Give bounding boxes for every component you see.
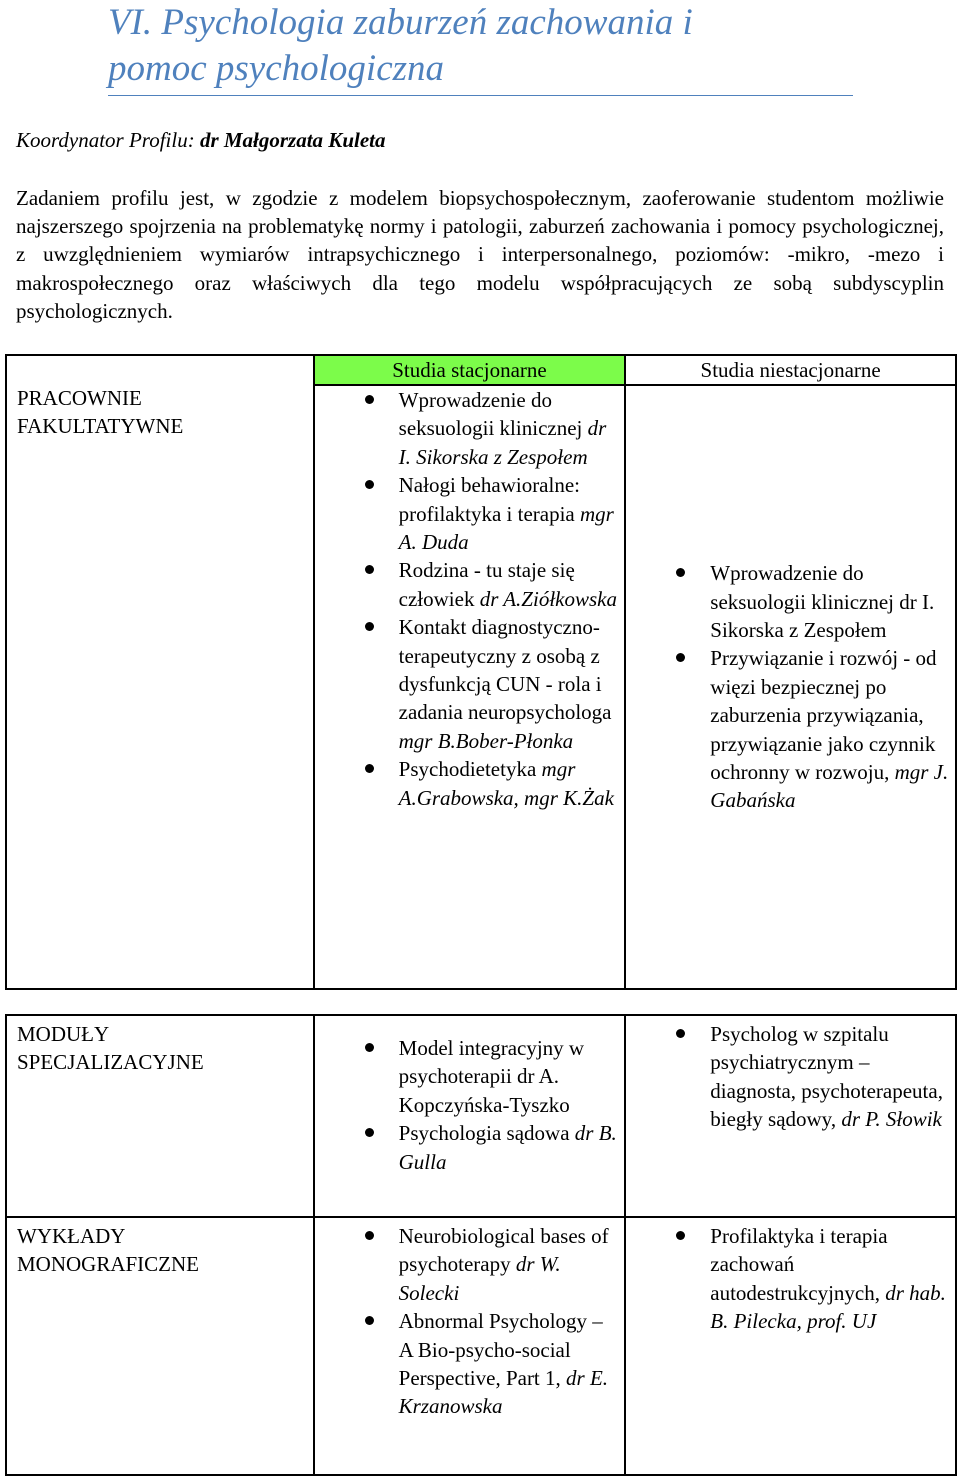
course-title: Nałogi behawioralne: profilaktyka i terapia [398,473,580,526]
course-item [399,471,619,556]
header-stacjonarne: Studia stacjonarne [314,355,626,385]
course-title: Psychologia sądowa [398,1121,570,1146]
course-item [399,755,619,812]
course-title: Neurobiological bases of psychoterapy [398,1224,609,1277]
courses-table-part2 [5,1014,957,1476]
bullet-icon [365,1231,374,1240]
moduly-stacjonarne-cell [314,1015,626,1217]
course-item [399,386,619,471]
section-label-moduly: MODUŁY SPECJALIZACYJNE [6,1015,314,1217]
course-title: Przywiązanie i rozwój - od więzi bezpiecznej po zaburzenia przywiązania, przywiązanie jako czynnik ochronny w rozwoju, [710,646,937,785]
wyklady-niestacjonarne-cell [625,1217,956,1475]
pracownie-niestacjonarne-cell [625,385,956,989]
wyklady-stacjonarne-cell [314,1217,626,1475]
bullet-icon [365,480,374,489]
course-item [399,613,619,755]
bullet-icon [365,764,374,773]
header-niestacjonarne: Studia niestacjonarne [625,355,956,385]
course-instructor: dr A.Ziółkowska [479,586,617,611]
course-title: Abnormal Psychology – A Bio-psycho-social Perspective, Part 1, [398,1309,603,1391]
bullet-icon [365,395,374,404]
course-title: Wprowadzenie do seksuologii klinicznej [398,388,583,441]
bullet-icon [365,622,374,631]
course-list-wyklady-niestacjonarne [710,1222,949,1336]
pracownie-stacjonarne-cell [314,385,626,989]
section-label-pracownie: PRACOWNIE FAKULTATYWNE [6,355,314,989]
coordinator-label: Koordynator Profilu: [16,128,200,152]
course-title: Wprowadzenie do seksuologii klinicznej dr I. Sikorska z Zespołem [710,561,935,642]
profile-description: Zadaniem profilu jest, w zgodzie z modelem biopsychospołecznym, zaoferowanie studentom możliwie najszerszego spojrzenia na problematykę normy i patologii, zaburzeń zachowania i pomocy psychologicznej, z uwzględnieniem wymiarów intrapsychicznego i interpersonalnego, poziomów: -mikro, -mezo i makrospołecznego oraz właściwych dla tego modelu współpracujących ze sobą subdyscyplin psychologicznych. [16,186,944,323]
course-instructor: dr W. Solecki [398,1252,561,1305]
coordinator-name: dr Małgorzata Kuleta [199,128,386,152]
course-title: Kontakt diagnostyczno-terapeutyczny z osobą z dysfunkcją CUN - rola i zadania neuropsychologa [398,615,612,725]
course-list-wyklady-stacjonarne [399,1222,619,1421]
course-item [399,1222,619,1307]
course-list-moduly-stacjonarne [399,1034,619,1176]
course-item [710,644,949,814]
course-instructor: dr E. Krzanowska [398,1366,609,1419]
course-instructor: dr B. Gulla [398,1121,617,1174]
section-label-wyklady: WYKŁADY MONOGRAFICZNE [6,1217,314,1475]
course-item [399,1307,619,1421]
page-title: VI. Psychologia zaburzeń zachowania i pomoc psychologiczna [108,0,853,96]
course-title: Psycholog w szpitalu psychiatrycznym – diagnosta, psychoterapeuta, biegły sądowy, [710,1022,943,1132]
course-item [710,1222,949,1336]
moduly-niestacjonarne-cell [625,1015,956,1217]
bullet-icon [365,1043,374,1052]
course-item [399,1034,619,1119]
bullet-icon [365,1128,374,1137]
course-item [710,559,949,644]
course-instructor: mgr A. Duda [398,501,614,555]
course-item [399,1119,619,1176]
course-title: Model integracyjny w psychoterapii dr A. Kopczyńska-Tyszko [398,1036,585,1117]
course-title: Psychodietetyka [398,757,537,782]
bullet-icon [676,1029,685,1038]
course-instructor: mgr B.Bober-Płonka [398,728,574,753]
bullet-icon [676,1231,685,1240]
course-instructor: dr I. Sikorska z Zespołem [398,416,607,469]
bullet-icon [676,653,685,662]
bullet-icon [365,565,374,574]
course-list-moduly-niestacjonarne [710,1020,949,1134]
course-instructor: mgr A.Grabowska, mgr K.Żak [398,757,614,810]
course-instructor: mgr J. Gabańska [710,760,949,813]
course-instructor: dr hab. B. Pilecka, prof. UJ [710,1280,946,1334]
course-item [710,1020,949,1134]
course-title: Rodzina - tu staje się człowiek [398,558,575,611]
courses-table-part1 [5,354,957,990]
course-title: Profilaktyka i terapia zachowań autodestrukcyjnych, [710,1224,888,1305]
course-list-pracownie-stacjonarne [399,386,619,812]
course-list-pracownie-niestacjonarne [710,559,949,815]
bullet-icon [365,1316,374,1325]
coordinator-line [16,126,386,154]
bullet-icon [676,568,685,577]
course-item [399,556,619,613]
course-instructor: dr P. Słowik [841,1107,942,1132]
